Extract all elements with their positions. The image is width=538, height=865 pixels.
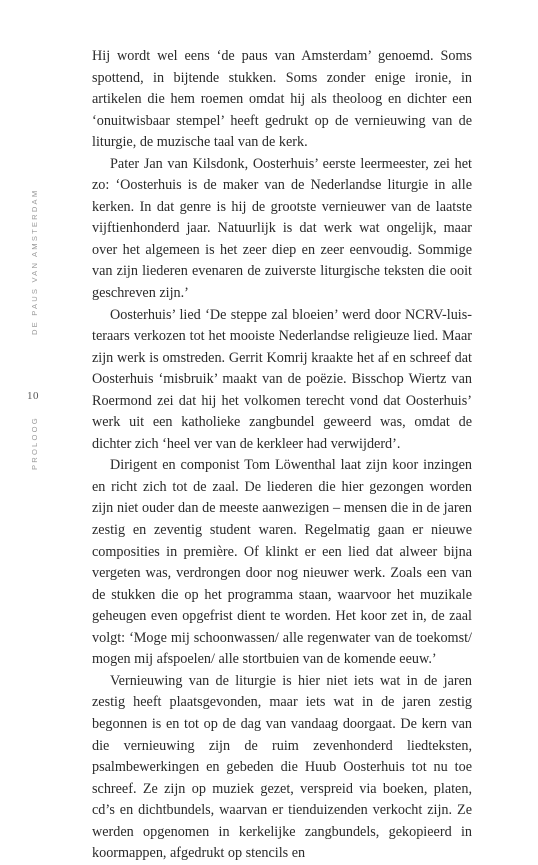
- paragraph: Vernieuwing van de liturgie is hier niet iets wat in de jaren zestig heeft plaatsgevonden, maar iets wat in de jaren zestig begonnen is en tot op de dag van vandaag doorgaat. De kern van die vernieuwing zijn de ruim zevenhonderd liedteksten, psalmbewerkingen en gebeden die Huub Oosterhuis tot nu toe schreef. Ze zijn op muziek gezet, verspreid via boeken, platen, cd’s en dichtbundels, waarvan er tienduizenden verkocht zijn. Ze werden opgenomen in kerkelijke zangbundels, gekopieerd in koormappen, afgedrukt op stencils en: [92, 672, 472, 862]
- paragraph: Hij wordt wel eens ‘de paus van Amsterdam’ genoemd. Soms spottend, in bijtende stukken. Soms zonder enige ironie, in artikelen die hem roemen omdat hij als theoloog en dichter een ‘onuitwisbaar stempel’ heeft gedrukt op de vernieuwing van de liturgie, de muzische taal van de kerk.: [92, 48, 472, 151]
- page-number: 10: [27, 390, 39, 402]
- running-head: DE PAUS VAN AMSTERDAM: [30, 188, 39, 335]
- paragraph: Oosterhuis’ lied ‘De steppe zal bloeien’ werd door NCRV-luisteraars verkozen tot het mooiste Nederlandse religieuze lied. Maar zijn werk is omstreden. Gerrit Komrij kraakte het af en schreef dat Oosterhuis ‘misbruik’ maakt van de poëzie. Bisschop Wiertz van Roermond zei dat hij het volkomen terecht vond dat Oosterhuis’ werk uit een katholieke zangbundel geweerd was, omdat de dichter zich ‘heel ver van de kerkleer had verwijderd’.: [92, 306, 472, 452]
- paragraph: Pater Jan van Kilsdonk, Oosterhuis’ eerste leermeester, zei het zo: ‘Oosterhuis is de maker van de Nederlandse liturgie in alle kerken. In dat genre is hij de grootste vernieuwer van de laatste vijftienhonderd jaar. Natuurlijk is dat werk wat ongelijk, maar over het algemeen is het zeer diep en zeer eenvoudig. Sommige van zijn liederen evenaren de zuiverste liturgische teksten die ooit geschreven zijn.’: [92, 155, 472, 302]
- section-title: PROLOOG: [30, 416, 39, 470]
- paragraph: Dirigent en componist Tom Löwenthal laat zijn koor inzingen en richt zich tot de zaal. De liederen die hier gezongen worden zijn niet ouder dan de meeste aanwezigen – mensen die in de jaren zestig en zeventig student waren. Regelmatig gaan er nieuwe composities in première. Of klinkt er een lied dat alweer bijna vergeten was, verdrongen door nog nieuwer werk. Zoals een van de stukken die op het programma staan, waarvoor het muzikale geheugen even opgefrist dient te worden. Het koor zet in, de zaal volgt: ‘Moge mij schoonwassen/ alle regenwater van de toekomst/ mogen mij afspoelen/ alle stortbuien van de komende eeuw.’: [92, 457, 472, 668]
- body-text: [92, 46, 472, 865]
